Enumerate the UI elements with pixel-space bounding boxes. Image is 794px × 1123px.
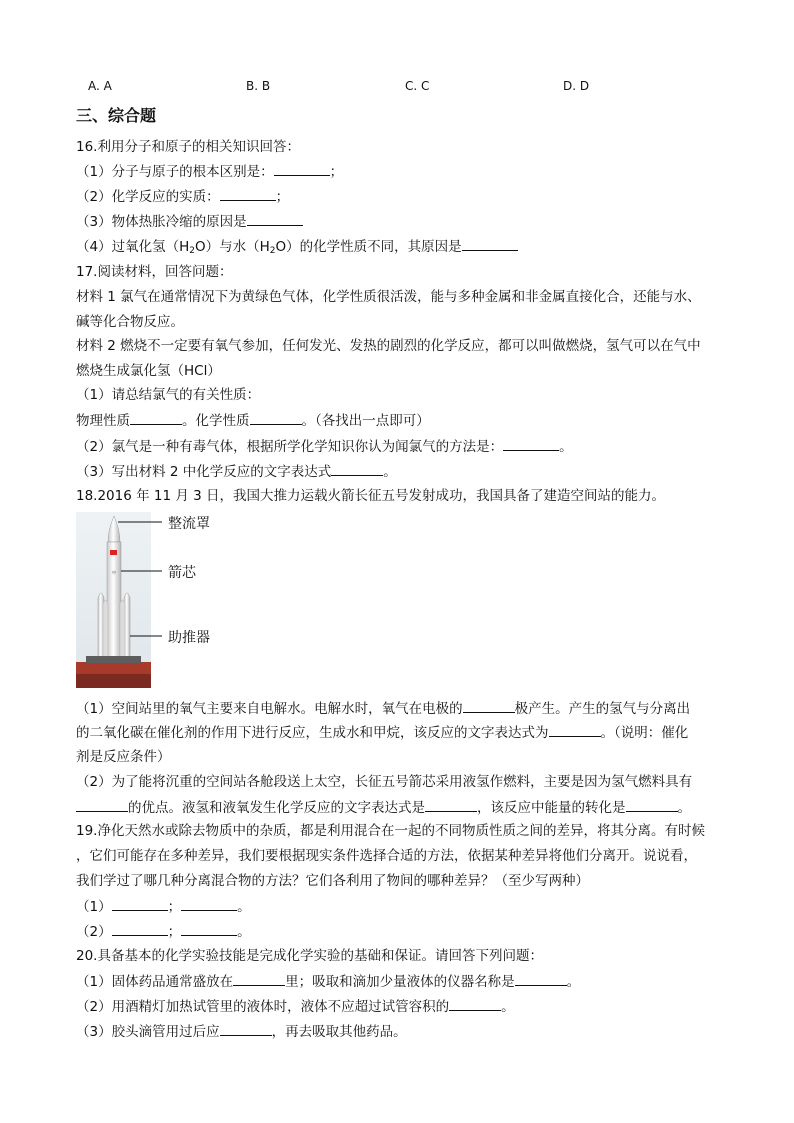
q17-properties: 物理性质 。化学性质 。（各找出一点即可）	[76, 410, 430, 431]
answer-blank[interactable]	[515, 971, 567, 986]
answer-blank[interactable]	[425, 797, 477, 812]
answer-blank[interactable]	[626, 797, 678, 812]
answer-blank[interactable]	[76, 797, 128, 812]
q20-part1: （1）固体药品通常盛放在 里；吸取和滴加少量液体的仪器名称是 。	[76, 971, 580, 992]
q17-stem: 17.阅读材料，回答问题：	[76, 264, 233, 280]
answer-blank[interactable]	[181, 921, 237, 936]
q18-part2-line2: 的优点。液氢和液氧发生化学反应的文字表达式是 ，该反应中能量的转化是 。	[76, 797, 691, 818]
q19-line3: 我们学过了哪几种分离混合物的方法？它们各利用了物间的哪种差异？（至少写两种）	[76, 873, 589, 889]
q16-part3: （3）物体热胀冷缩的原因是	[76, 211, 303, 232]
label-fairing: 整流罩	[168, 516, 210, 532]
answer-blank[interactable]	[220, 1021, 272, 1036]
answer-blank[interactable]	[463, 698, 515, 713]
q16-part1: （1）分子与原子的根本区别是： ；	[76, 161, 343, 182]
q18-part1-line3: 剂是反应条件）	[76, 749, 171, 765]
answer-blank[interactable]	[233, 971, 285, 986]
answer-blank[interactable]	[181, 896, 237, 911]
answer-blank[interactable]	[449, 996, 501, 1011]
answer-blank[interactable]	[220, 186, 276, 201]
svg-text:中: 中	[112, 570, 116, 575]
q17-material2-line2: 燃烧生成氯化氢（HCl）	[76, 363, 221, 379]
rocket-image	[76, 512, 226, 688]
q18-part1-line1: （1）空间站里的氧气主要来自电解水。电解水时，氧气在电极的 极产生。产生的氢气与分离出	[76, 698, 690, 719]
answer-blank[interactable]	[130, 410, 182, 425]
q17-material1-line1: 材料 1 氯气在通常情况下为黄绿色气体，化学性质很活泼，能与多种金属和非金属直接化合，还能与水、	[76, 289, 701, 305]
q16-part2: （2）化学反应的实质： ；	[76, 186, 289, 207]
q19-line1: 19.净化天然水或除去物质中的杂质，都是利用混合在一起的不同物质性质之间的差异，将其分离。有时候	[76, 823, 705, 839]
option-d: D. D	[563, 79, 590, 93]
option-c: C. C	[405, 79, 430, 93]
label-core-stage: 箭芯	[168, 565, 196, 581]
q19-answer2: （2） ； 。	[76, 921, 251, 942]
q18-part1-line2: 的二氧化碳在催化剂的作用下进行反应，生成水和甲烷，该反应的文字表达式为 。（说明：催化	[76, 722, 688, 743]
q20-part3: （3）胶头滴管用过后应 ，再去吸取其他药品。	[76, 1021, 407, 1042]
option-a: A. A	[88, 79, 112, 93]
section-title: 三、综合题	[76, 106, 157, 125]
answer-blank[interactable]	[247, 211, 303, 226]
q17-part3: （3）写出材料 2 中化学反应的文字表达式 。	[76, 461, 397, 482]
q17-material1-line2: 碱等化合物反应。	[76, 314, 184, 330]
q20-part2: （2）用酒精灯加热试管里的液体时，液体不应超过试管容积的 。	[76, 996, 515, 1017]
answer-blank[interactable]	[112, 896, 168, 911]
answer-blank[interactable]	[331, 461, 383, 476]
q20-stem: 20.具备基本的化学实验技能是完成化学实验的基础和保证。请回答下列问题：	[76, 948, 543, 964]
option-b: B. B	[246, 79, 271, 93]
q17-material2-line1: 材料 2 燃烧不一定要有氧气参加，任何发光、发热的剧烈的化学反应，都可以叫做燃烧，氢气可以在气中	[76, 338, 701, 354]
answer-blank[interactable]	[112, 921, 168, 936]
answer-blank[interactable]	[250, 410, 302, 425]
q19-line2: ，它们可能存在多种差异，我们要根据现实条件选择合适的方法，依据某种差异将他们分离开。说说看，	[76, 848, 697, 864]
answer-blank[interactable]	[503, 436, 559, 451]
answer-blank[interactable]	[549, 722, 601, 737]
answer-blank[interactable]	[462, 236, 518, 251]
q16-stem: 16.利用分子和原子的相关知识回答：	[76, 139, 300, 155]
q18-stem: 18.2016 年 11 月 3 日，我国大推力运载火箭长征五号发射成功，我国具备了建造空间站的能力。	[76, 488, 666, 504]
q19-answer1: （1） ； 。	[76, 896, 251, 917]
answer-blank[interactable]	[274, 161, 330, 176]
q18-part2-line1: （2）为了能将沉重的空间站各舱段送上太空，长征五号箭芯采用液氢作燃料，主要是因为氢气燃料具有	[76, 774, 693, 790]
label-booster: 助推器	[168, 630, 210, 646]
q17-part1: （1）请总结氯气的有关性质：	[76, 387, 261, 403]
q17-part2: （2）氯气是一种有毒气体，根据所学化学知识你认为闻氯气的方法是： 。	[76, 436, 573, 457]
q16-part4: （4）过氧化氢$(H_2O)$与水$(H_2O)$的化学性质不同，其原因是	[76, 236, 518, 261]
rocket-figure	[76, 512, 226, 688]
